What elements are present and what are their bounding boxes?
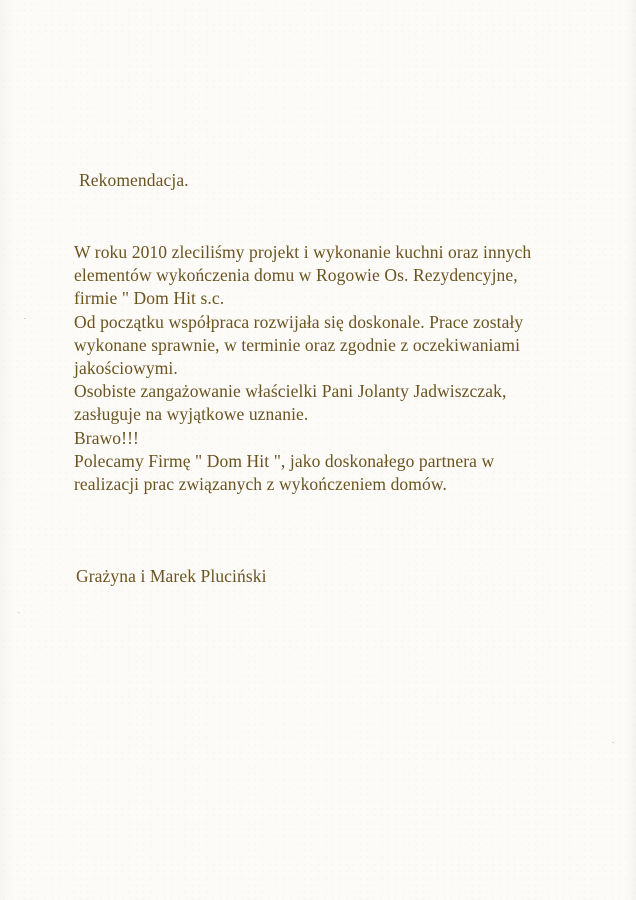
- body-line: Osobiste zangażowanie właścielki Pani Jolanty Jadwiszczak,: [74, 381, 507, 402]
- body-line: Polecamy Firmę " Dom Hit ", jako doskonałego partnera w: [74, 450, 495, 471]
- body-line: wykonane sprawnie, w terminie oraz zgodnie z oczekiwaniami: [74, 334, 521, 355]
- body-line: zasługuje na wyjątkowe uznanie.: [74, 404, 309, 425]
- document-heading: Rekomendacja.: [79, 170, 189, 190]
- document-body: [74, 241, 614, 496]
- body-line: W roku 2010 zleciliśmy projekt i wykonanie kuchni oraz innych: [74, 242, 532, 262]
- signature-names: Grażyna i Marek Pluciński: [76, 566, 267, 586]
- body-line: Brawo!!!: [74, 427, 139, 448]
- body-line: Od początku współpraca rozwijała się doskonale. Prace zostały: [74, 311, 524, 332]
- body-line: elementów wykończenia domu w Rogowie Os. Rezydencyjne,: [74, 265, 518, 286]
- body-line: firmie " Dom Hit s.c.: [74, 288, 225, 309]
- paper-edge-left: [0, 0, 14, 900]
- paper-speck: [24, 318, 26, 319]
- paper-edge-right: [626, 0, 636, 900]
- paper-speck: [18, 612, 20, 613]
- paper-speck: [612, 742, 614, 743]
- body-line: realizacji prac związanych z wykończeniem domów.: [74, 473, 447, 494]
- body-line: jakościowymi.: [74, 357, 178, 378]
